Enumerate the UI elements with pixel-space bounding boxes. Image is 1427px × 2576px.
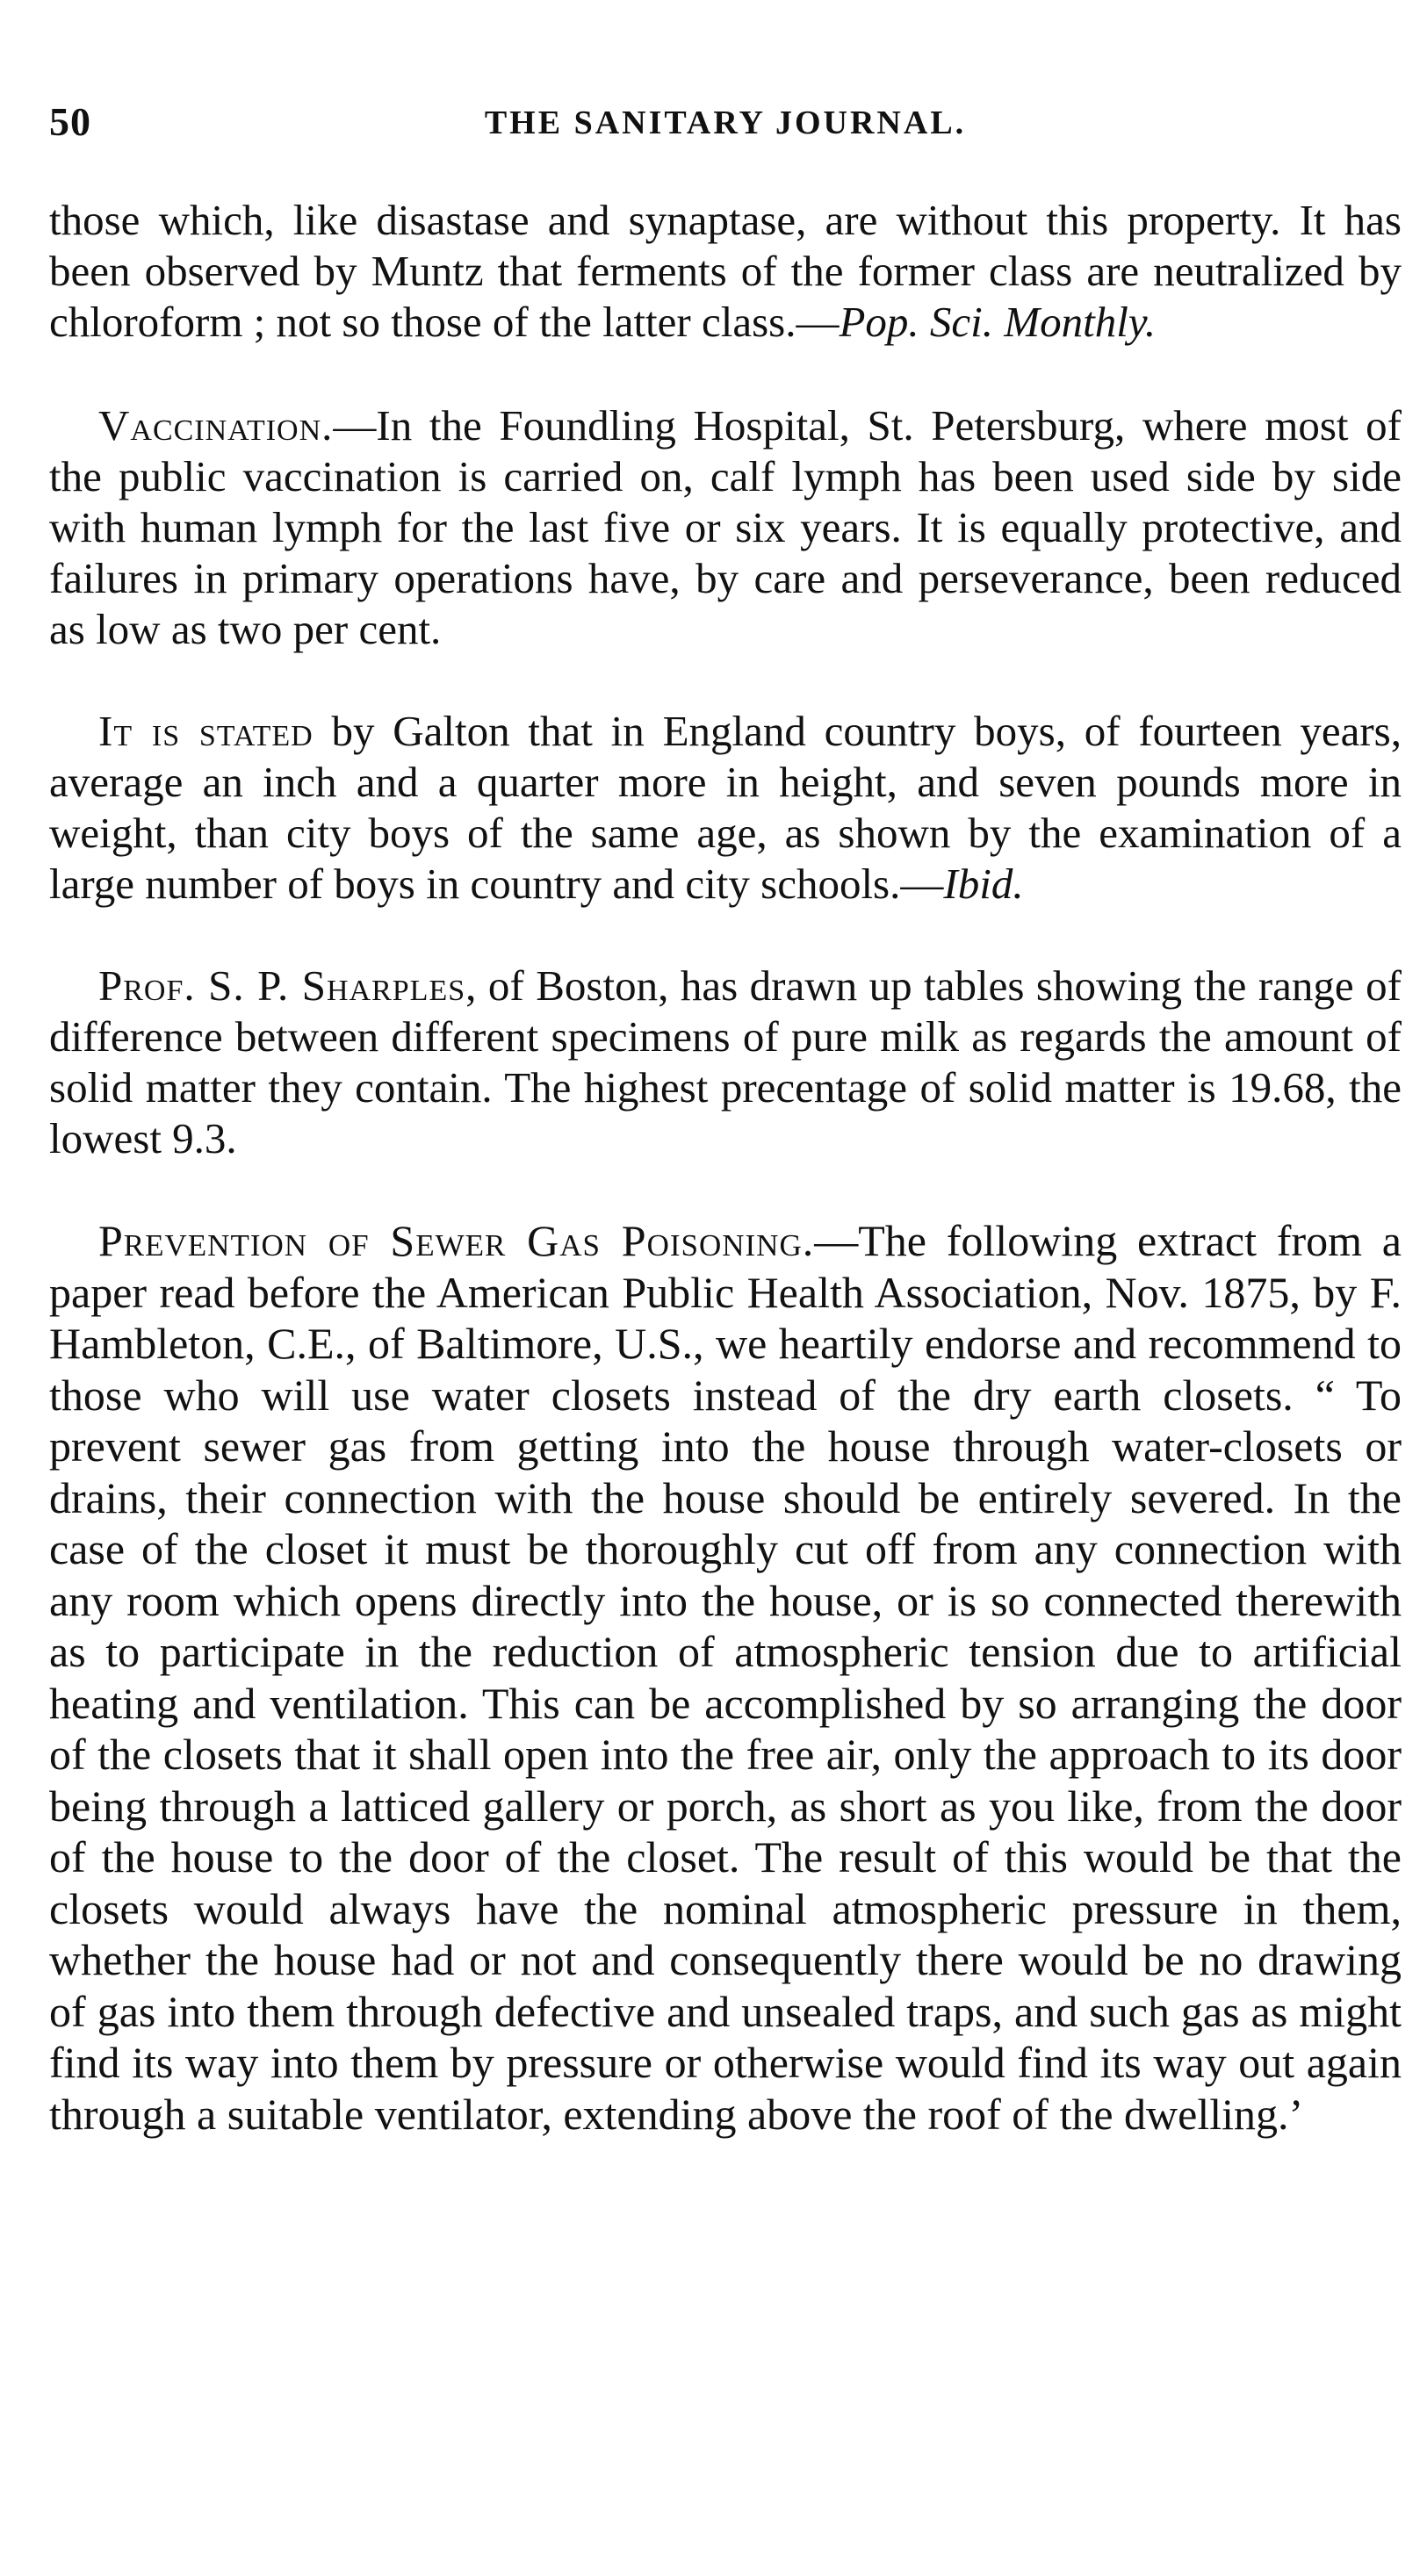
page-header (49, 98, 1402, 151)
paragraph-heading: Prof. S. P. Sharples (98, 961, 466, 1010)
source-citation: Pop. Sci. Monthly. (839, 298, 1157, 346)
paragraph-text: those which, like disastase and synaptase, are without this property. It has been observed by Muntz that ferments of the former class are neutralized by chloroform ; not so those of the latter class.— (49, 196, 1402, 346)
paragraph-heading: Vaccination. (98, 401, 334, 450)
paragraph-heading: Prevention of Sewer Gas Poisoning. (98, 1216, 815, 1265)
article-body (49, 195, 1402, 2191)
running-title: THE SANITARY JOURNAL. (484, 104, 967, 141)
paragraph-text: by Galton that in England country boys, of fourteen years, average an inch and a quarter more in height, and seven pounds more in weight, than city boys of the same age, as shown by the examination of a large number of boys in country and city schools.— (49, 707, 1402, 908)
paragraph-text: , of Boston, has drawn up tables showing the range of difference between different specimens of pure milk as regards the amount of solid matter they contain. The highest precentage of solid matter is 19.68, the lowest 9.3. (49, 961, 1402, 1162)
paragraph-sewer-gas (49, 1215, 1402, 2140)
source-citation: Ibid. (943, 860, 1024, 908)
paragraph-text: —The following extract from a paper read before the American Public Health Association, Nov. 1875, by F. Hambleton, C.E., of Baltimore, U.S., we heartily endorse and recommend to those who will use water closets instead of the dry earth closets. “ To prevent sewer gas from getting into the house through water-closets or drains, their connection with the house should be entirely severed. In the case of the closet it must be thoroughly cut off from any connection with any room which opens directly into the house, or is so connected therewith as to participate in the reduction of atmospheric tension due to artificial heating and ventilation. This can be accomplished by so arranging the door of the closets that it shall open into the free air, only the approach to its door being through a latticed gallery or porch, as short as you like, from the door of the house to the door of the closet. The result of this would be that the closets would always have the nominal atmospheric pressure in them, whether the house had or not and consequently there would be no drawing of gas into them through defective and unsealed traps, and such gas as might find its way into them by pressure or otherwise would find its way out again through a suitable ventilator, extending above the roof of the dwelling.’ (49, 1216, 1402, 2139)
paragraph-text: —In the Foundling Hospital, St. Petersburg, where most of the public vaccination is carried on, calf lymph has been used side by side with human lymph for the last five or six years. It is equally protective, and failures in primary operations have, by care and perseverance, been reduced as low as two per cent. (49, 401, 1402, 653)
page-number: 50 (49, 99, 91, 144)
paragraph-heading: It is stated (98, 707, 314, 755)
paragraph-vaccination (49, 400, 1402, 655)
paragraph-ferments (49, 195, 1402, 348)
paragraph-galton (49, 706, 1402, 910)
paragraph-sharples (49, 961, 1402, 1164)
